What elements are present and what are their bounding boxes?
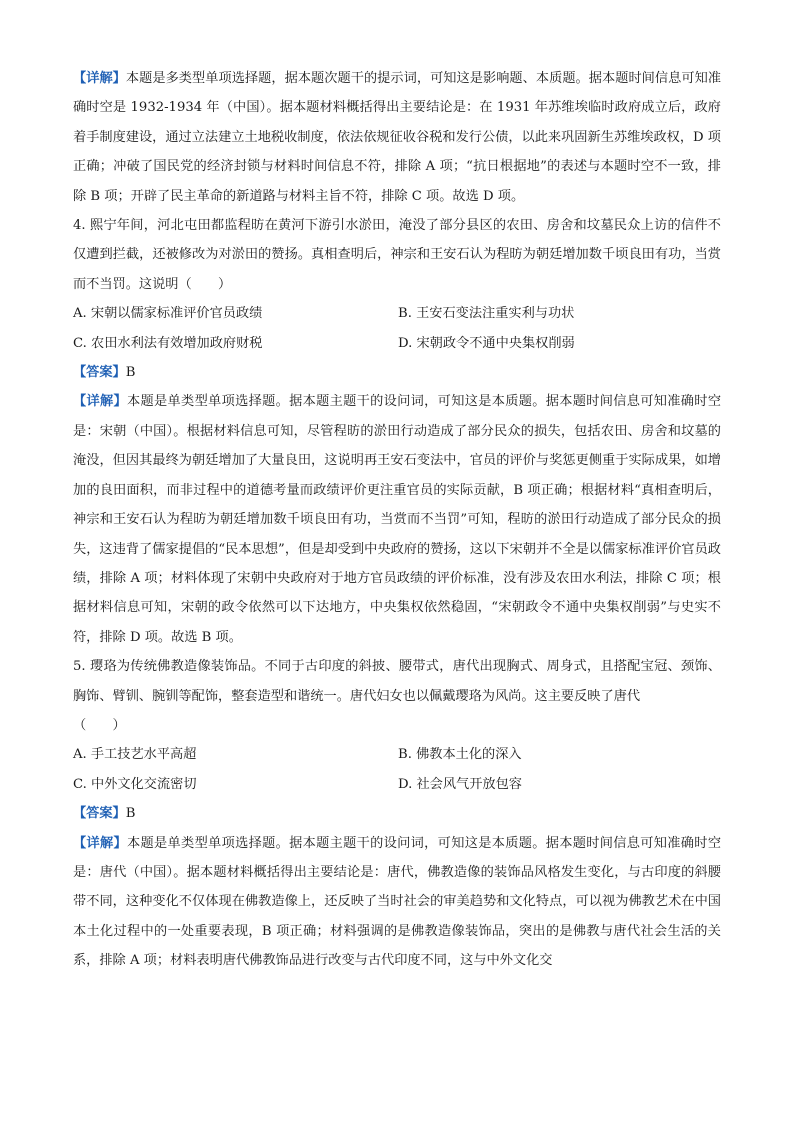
question-5-answer bbox=[73, 799, 721, 828]
detail-tag: 【详解】 bbox=[73, 835, 128, 851]
question-4-options bbox=[73, 299, 721, 358]
answer-value: B bbox=[125, 806, 136, 822]
detail-tag: 【详解】 bbox=[73, 71, 126, 86]
question-4-answer bbox=[73, 358, 721, 387]
question-5-options bbox=[73, 740, 721, 799]
answer-tag: 【答案】 bbox=[73, 806, 126, 822]
option-a: A. 手工技艺水平高超 bbox=[73, 747, 197, 763]
detail-paragraph-q3 bbox=[73, 64, 721, 211]
option-a: A. 宋朝以儒家标准评价官员政绩 bbox=[73, 306, 263, 322]
answer-tag: 【答案】 bbox=[73, 365, 126, 381]
question-5-detail bbox=[73, 829, 721, 976]
answer-value: B bbox=[125, 365, 136, 381]
question-5-stem: 5. 璎珞为传统佛教造像装饰品。不同于古印度的斜披、腰带式，唐代出现胸式、周身式，且搭配宝冠、颈饰、胸饰、臂钏、腕钏等配饰，整套造型和谐统一。唐代妇女也以佩戴璎珞为风尚。这主要反映了唐代 bbox=[73, 659, 721, 704]
document-page bbox=[73, 64, 721, 976]
option-c: C. 农田水利法有效增加政府财税 bbox=[73, 335, 263, 351]
option-b: B. 王安石变法注重实利与功状 bbox=[398, 306, 575, 322]
detail-text: 本题是单类型单项选择题。据本题主题干的设问词，可知这是本质题。据本题时间信息可知准确时空是：宋朝（中国）。根据材料信息可知，尽管程昉的淤田行动造成了部分民众的损失，包括农田、房舍和坟墓的淹没，但因其最终为朝廷增加了大量良田，这说明再王安石变法中，官员的评价与奖惩更侧重于实际成果，如增加的良田面积，而非过程中的道德考量而政绩评价更注重官员的实际贡献，B 项正确；根据材料“真相查明后，神宗和王安石认为程昉为朝廷增加数千顷良田有功，当赏而不当罚”可知，程昉的淤田行动造成了部分民众的损失，这违背了儒家提倡的“民本思想”，但是却受到中央政府的赞扬，这以下宋朝并不全是以儒家标准评价官员政绩，排除 A 项；材料体现了宋朝中央政府对于地方官员政绩的评价标准，没有涉及农田水利法，排除 C 项；根据材料信息可知，宋朝的政令依然可以下达地方，中央集权依然稳固，“宋朝政令不通中央集权削弱”与史实不符，排除 D 项。故选 B 项。 bbox=[73, 394, 722, 645]
detail-tag: 【详解】 bbox=[73, 394, 128, 410]
option-c: C. 中外文化交流密切 bbox=[73, 776, 197, 792]
question-4-stem: 4. 熙宁年间，河北屯田都监程昉在黄河下游引水淤田，淹没了部分县区的农田、房舍和坟墓民众上访的信件不仅遭到拦截，还被修改为对淤田的赞扬。真相查明后，神宗和王安石认为程昉为朝廷增加数千顷良田有功，当赏而不当罚。这说明（ ） bbox=[73, 218, 721, 292]
question-4-detail bbox=[73, 387, 721, 652]
option-b: B. 佛教本土化的深入 bbox=[398, 747, 522, 763]
question-5-stem-bracket: （ ） bbox=[73, 717, 126, 733]
detail-text: 本题是单类型单项选择题。据本题主题干的设问词，可知这是本质题。据本题时间信息可知准确时空是：唐代（中国）。据本题材料概括得出主要结论是：唐代，佛教造像的装饰品风格发生变化，与古印度的斜腰带不同，这种变化不仅体现在佛教造像上，还反映了当时社会的审美趋势和文化特点，可以视为佛教艺术在中国本土化过程中的一处重要表现，B 项正确；材料强调的是佛教造像装饰品，突出的是佛教与唐代社会生活的关系，排除 A 项；材料表明唐代佛教饰品进行改变与古代印度不同，这与中外文化交 bbox=[73, 835, 722, 969]
detail-text: 本题是多类型单项选择题，据本题次题干的提示词，可知这是影响题、本质题。据本题时间信息可知准确时空是 1932-1934 年（中国）。据本题材料概括得出主要结论是：在 1931 年苏维埃临时政府成立后，政府着手制度建设，通过立法建立土地税收制度，依法依规征收谷税和发行公债，以此来巩固新生苏维埃政权，D 项正确；冲破了国民党的经济封锁与材料时间信息不符，排除 A 项；“抗日根据地”的表述与本题时空不一致，排除 B 项；开辟了民主革命的新道路与材料主旨不符，排除 C 项。故选 D 项。 bbox=[73, 71, 722, 204]
option-d: D. 社会风气开放包容 bbox=[398, 776, 522, 792]
option-d: D. 宋朝政令不通中央集权削弱 bbox=[398, 335, 575, 351]
